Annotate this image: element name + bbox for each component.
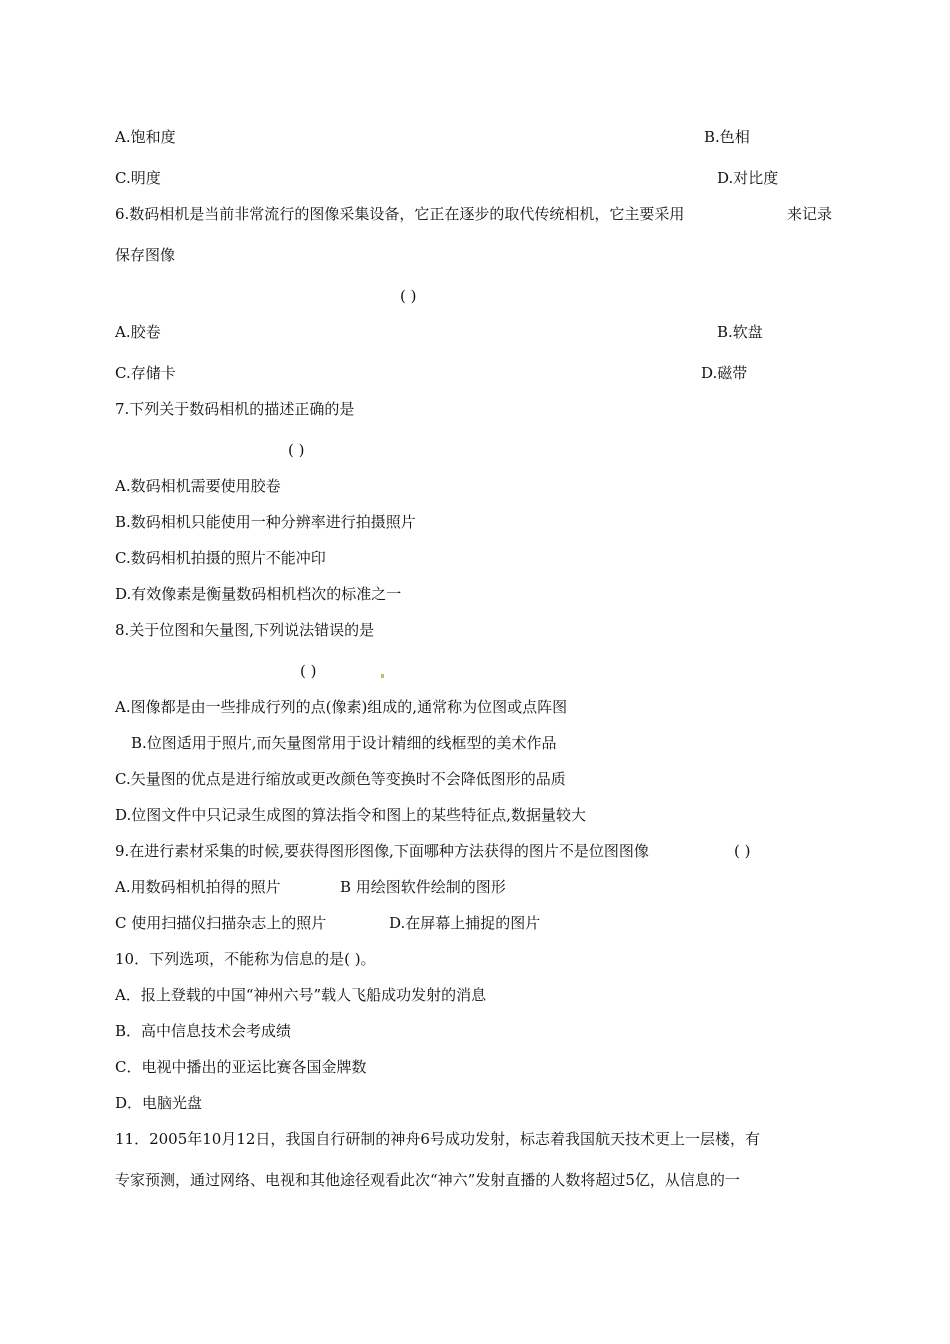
option-d-q10: D．电脑光盘: [115, 1094, 203, 1112]
option-a-q5: A.饱和度: [115, 128, 176, 146]
option-d-q5: D.对比度: [717, 169, 779, 187]
option-b-q10: B．高中信息技术会考成绩: [115, 1022, 292, 1040]
option-d-q8: D.位图文件中只记录生成图的算法指令和图上的某些特征点,数据量较大: [115, 806, 587, 824]
option-d-q7: D.有效像素是衡量数码相机档次的标准之一: [115, 585, 402, 603]
option-c-q8: C.矢量图的优点是进行缩放或更改颜色等变换时不会降低图形的品质: [115, 770, 566, 788]
option-c-q6: C.存储卡: [115, 364, 176, 382]
option-d-q9: D.在屏幕上捕捉的图片: [389, 914, 541, 932]
answer-blank-q7: ( ): [288, 441, 305, 459]
stray-mark: [381, 674, 384, 678]
option-b-q6: B.软盘: [717, 323, 763, 341]
question-10-stem: 10．下列选项，不能称为信息的是( )。: [115, 950, 376, 968]
question-11-stem: 11．2005年10月12日，我国自行研制的神舟6号成功发射，标志着我国航天技术更上一层楼，有: [115, 1130, 760, 1148]
question-6-stem: 6.数码相机是当前非常流行的图像采集设备，它正在逐步的取代传统相机，它主要采用: [115, 205, 685, 223]
option-c-q10: C．电视中播出的亚运比赛各国金牌数: [115, 1058, 367, 1076]
option-c-q9: C 使用扫描仪扫描杂志上的照片: [115, 914, 327, 932]
option-a-q7: A.数码相机需要使用胶卷: [115, 477, 281, 495]
option-b-q9: B 用绘图软件绘制的图形: [340, 878, 506, 896]
option-d-q6: D.磁带: [701, 364, 748, 382]
option-a-q6: A.胶卷: [115, 323, 161, 341]
option-a-q8: A.图像都是由一些排成行列的点(像素)组成的,通常称为位图或点阵图: [115, 698, 568, 716]
option-c-q7: C.数码相机拍摄的照片不能冲印: [115, 549, 326, 567]
question-11-stem-cont: 专家预测，通过网络、电视和其他途径观看此次“神六”发射直播的人数将超过5亿，从信息的一: [115, 1171, 740, 1189]
question-6-stem-cont: 保存图像: [115, 246, 176, 264]
question-6-stem-end: 来记录: [787, 205, 833, 223]
question-7-stem: 7.下列关于数码相机的描述正确的是: [115, 400, 355, 418]
option-b-q8: B.位图适用于照片,而矢量图常用于设计精细的线框型的美术作品: [131, 734, 557, 752]
question-9-stem: 9.在进行素材采集的时候,要获得图形图像,下面哪种方法获得的图片不是位图图像: [115, 842, 649, 860]
answer-blank-q9: ( ): [734, 842, 751, 860]
option-c-q5: C.明度: [115, 169, 161, 187]
option-a-q10: A．报上登载的中国“神州六号”载人飞船成功发射的消息: [115, 986, 487, 1004]
option-b-q5: B.色相: [704, 128, 750, 146]
option-b-q7: B.数码相机只能使用一种分辨率进行拍摄照片: [115, 513, 416, 531]
question-8-stem: 8.关于位图和矢量图,下列说法错误的是: [115, 621, 375, 639]
option-a-q9: A.用数码相机拍得的照片: [115, 878, 281, 896]
answer-blank-q6: ( ): [400, 287, 417, 305]
answer-blank-q8: ( ): [300, 662, 317, 680]
